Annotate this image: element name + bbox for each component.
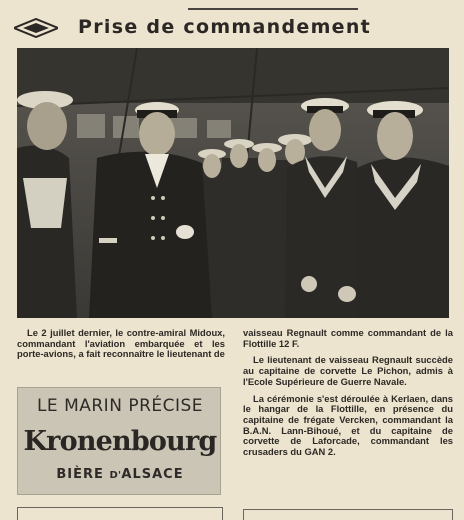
kronenbourg-advertisement (17, 387, 221, 495)
article-paragraph: Le lieutenant de vaisseau Regnault succède au capitaine de corvette Le Pichon, admis à l'Ecole Supérieure de Guerre Navale. (243, 354, 453, 387)
ad-subtitle (18, 467, 222, 482)
article-column-right (243, 328, 453, 458)
article-paragraph: La cérémonie s'est déroulée à Kerlaen, dans le hangar de la Flottille, en présence du capitaine de frégate Vercken, commandant la B.A.N. Lann-Bihoué, et du capitaine de corvette de Laforcade, commandant les crusaders du GAN 2. (243, 392, 453, 458)
ad-subtitle-word: BIÈRE (56, 467, 104, 482)
top-rule (188, 8, 358, 10)
ad-headline: LE MARIN PRÉCISE (36, 396, 204, 416)
article-paragraph: vaisseau Regnault comme commandant de la Flottille 12 F. (243, 327, 453, 349)
ad-subtitle-word: ALSACE (121, 467, 184, 482)
ad-brand-name: Kronenbourg (23, 426, 217, 457)
article-paragraph: Le 2 juillet dernier, le contre-amiral Midoux, commandant l'aviation embarquée et les porte-avions, a fait reconnaître le lieutenant de (17, 327, 225, 360)
article-column-left (17, 328, 225, 360)
headline-row (14, 16, 454, 42)
ad-subtitle-word: D' (109, 470, 122, 481)
next-article-box (243, 509, 453, 520)
ceremony-photo (17, 48, 449, 318)
next-article-box (17, 507, 223, 520)
article-headline: Prise de commandement (78, 16, 372, 38)
diamond-arrow-icon (14, 18, 58, 38)
